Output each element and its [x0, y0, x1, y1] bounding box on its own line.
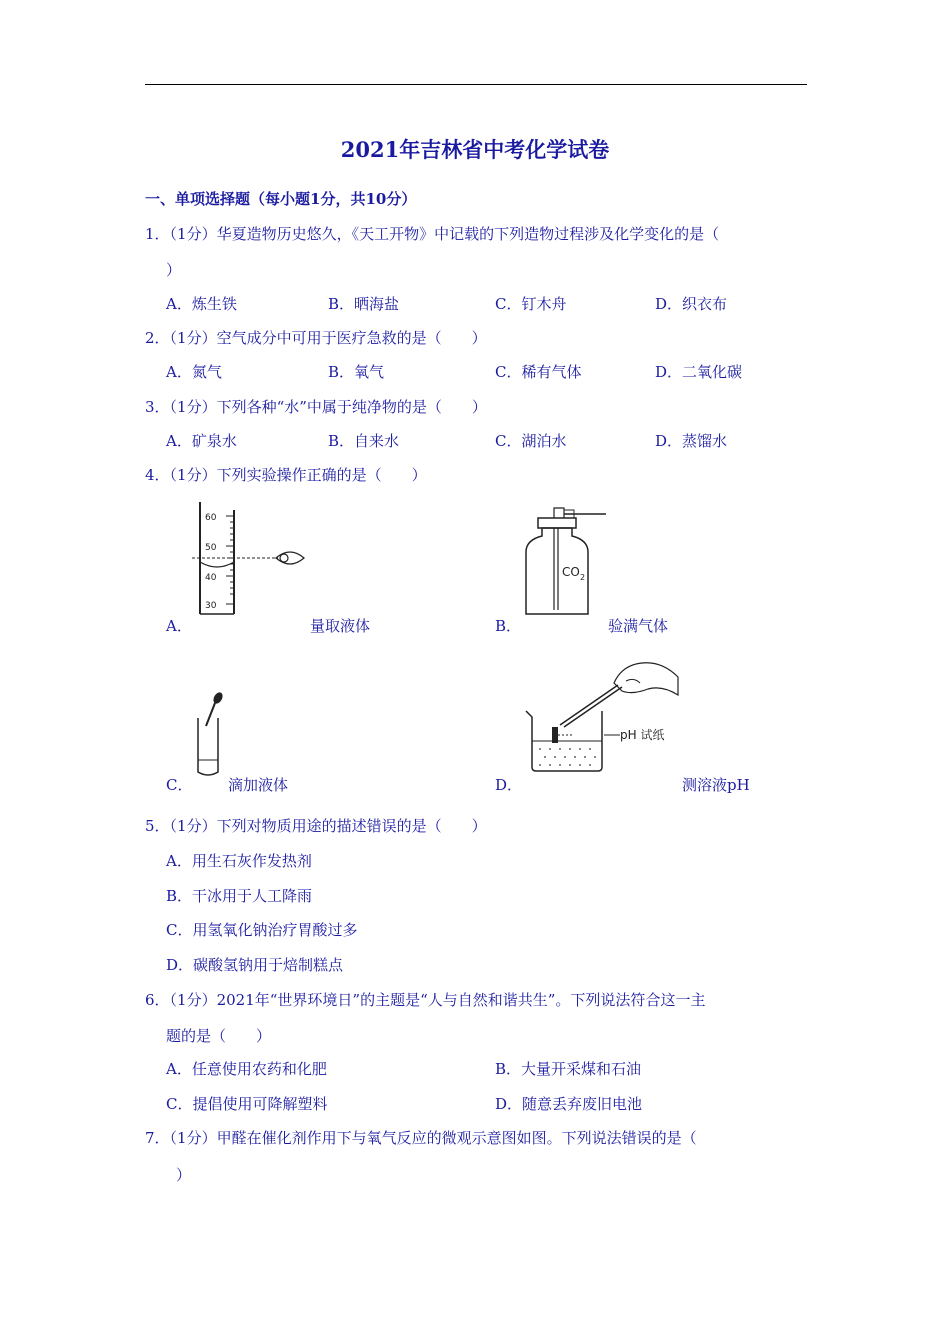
q5-option-c: C．用氢氧化钠治疗胃酸过多 [166, 921, 358, 939]
q6-option-c: C．提倡使用可降解塑料 [166, 1095, 328, 1113]
q1-option-d: D．织衣布 [655, 295, 728, 313]
q4-option-b-caption: 验满气体 [608, 617, 669, 635]
q4-stem: 4．（1分）下列实验操作正确的是（ ） [145, 466, 427, 484]
q1-option-a: A．炼生铁 [166, 295, 237, 313]
q2-option-d: D．二氧化碳 [655, 363, 743, 381]
fig-d-ph-paper-label: pH 试纸 [620, 728, 665, 742]
q5-stem: 5．（1分）下列对物质用途的描述错误的是（ ） [145, 817, 487, 835]
fig-a-tick-60: 60 [205, 513, 217, 523]
q1-option-c: C．钉木舟 [495, 295, 567, 313]
header-rule [145, 84, 807, 85]
q6-stem-cont: 题的是（ ） [166, 1027, 272, 1045]
q4-option-b-letter: B． [495, 617, 522, 635]
fig-a-tick-50: 50 [205, 543, 217, 553]
q5-option-a: A．用生石灰作发热剂 [166, 852, 312, 870]
figure-a-graduated-cylinder [190, 500, 310, 618]
q7-stem-cont: ） [176, 1166, 192, 1184]
q6-option-a: A．任意使用农药和化肥 [166, 1060, 327, 1078]
q4-option-a-caption: 量取液体 [310, 617, 371, 635]
q3-option-d: D．蒸馏水 [655, 432, 728, 450]
q4-option-d-letter: D． [495, 776, 523, 794]
q5-option-b: B．干冰用于人工降雨 [166, 887, 313, 905]
figure-d-beaker-ph-paper [522, 655, 682, 780]
q2-option-a: A．氮气 [166, 363, 222, 381]
q2-stem: 2．（1分）空气成分中可用于医疗急救的是（ ） [145, 329, 487, 347]
q1-stem: 1．（1分）华夏造物历史悠久，《天工开物》中记载的下列造物过程涉及化学变化的是（ [145, 225, 720, 243]
fig-a-tick-40: 40 [205, 573, 217, 583]
q4-option-d-caption: 测溶液pH [682, 776, 750, 794]
q6-stem: 6．（1分）2021年“世界环境日”的主题是“人与自然和谐共生”。下列说法符合这一主 [145, 991, 706, 1009]
q7-stem: 7．（1分）甲醛在催化剂作用下与氧气反应的微观示意图如图。下列说法错误的是（ [145, 1129, 697, 1147]
q2-option-b: B．氧气 [328, 363, 385, 381]
q5-option-d: D．碳酸氢钠用于焙制糕点 [166, 956, 344, 974]
q1-stem-cont: ） [166, 261, 182, 279]
q4-option-c-letter: C． [166, 776, 193, 794]
q3-option-c: C．湖泊水 [495, 432, 567, 450]
q2-option-c: C．稀有气体 [495, 363, 582, 381]
page-title: 2021年吉林省中考化学试卷 [340, 137, 610, 162]
q3-option-b: B．自来水 [328, 432, 400, 450]
q6-option-d: D．随意丢弃废旧电池 [495, 1095, 643, 1113]
fig-b-co-label: CO [562, 565, 580, 579]
q6-option-b: B．大量开采煤和石油 [495, 1060, 642, 1078]
q1-option-b: B．晒海盐 [328, 295, 400, 313]
figure-b-gas-bottle [520, 500, 612, 618]
q4-option-c-caption: 滴加液体 [228, 776, 289, 794]
fig-a-tick-30: 30 [205, 601, 217, 611]
q3-stem: 3．（1分）下列各种“水”中属于纯净物的是（ ） [145, 398, 487, 416]
section-heading: 一、单项选择题（每小题1分，共10分） [145, 190, 417, 208]
q3-option-a: A．矿泉水 [166, 432, 237, 450]
fig-b-co-subscript: 2 [580, 573, 586, 582]
q4-option-a-letter: A． [166, 617, 192, 635]
figure-c-dropper-test-tube [192, 690, 228, 780]
